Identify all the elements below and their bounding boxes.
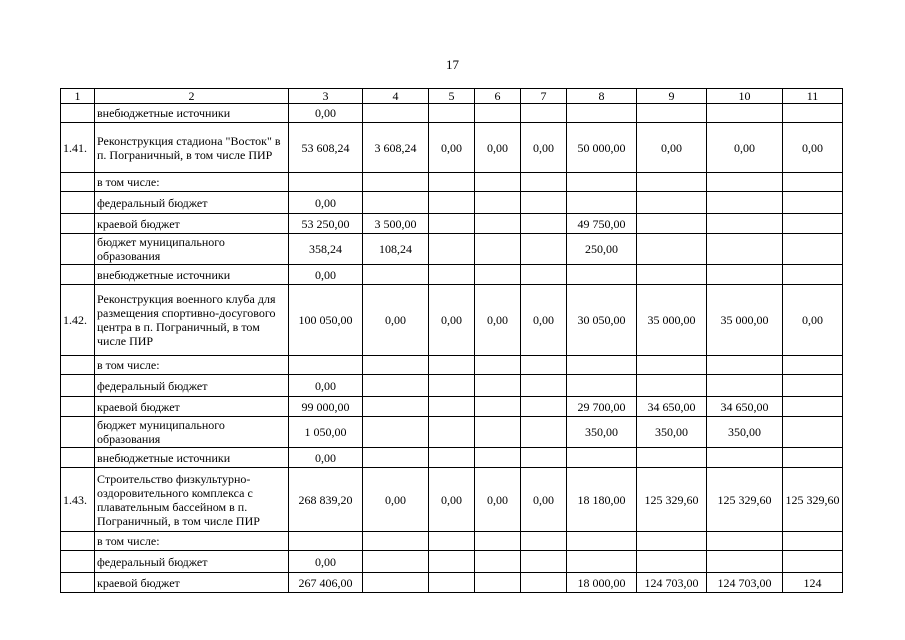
- value-cell: [707, 532, 783, 551]
- value-cell: [363, 173, 429, 192]
- value-cell: 0,00: [475, 123, 521, 173]
- value-cell: 350,00: [567, 417, 637, 448]
- value-cell: [289, 356, 363, 375]
- table-row: [61, 375, 843, 397]
- value-cell: 0,00: [429, 285, 475, 356]
- row-index: [61, 417, 95, 448]
- value-cell: 1 050,00: [289, 417, 363, 448]
- table-row: [61, 468, 843, 532]
- value-cell: [567, 192, 637, 214]
- value-cell: [521, 265, 567, 285]
- row-index: [61, 234, 95, 265]
- row-index: 1.43.: [61, 468, 95, 532]
- value-cell: [289, 532, 363, 551]
- value-cell: [521, 397, 567, 417]
- column-header: 10: [707, 89, 783, 104]
- row-index: [61, 356, 95, 375]
- value-cell: 18 000,00: [567, 573, 637, 593]
- table-row: [61, 551, 843, 573]
- value-cell: [429, 448, 475, 468]
- table-row: [61, 234, 843, 265]
- value-cell: 34 650,00: [707, 397, 783, 417]
- value-cell: 0,00: [289, 375, 363, 397]
- value-cell: [783, 417, 843, 448]
- row-name: бюджет муниципального образования: [95, 234, 289, 265]
- value-cell: [707, 356, 783, 375]
- value-cell: 0,00: [363, 468, 429, 532]
- row-index: [61, 265, 95, 285]
- value-cell: 0,00: [475, 285, 521, 356]
- value-cell: [783, 397, 843, 417]
- value-cell: 0,00: [289, 551, 363, 573]
- value-cell: 0,00: [637, 123, 707, 173]
- column-header: 2: [95, 89, 289, 104]
- value-cell: [429, 375, 475, 397]
- value-cell: [429, 192, 475, 214]
- value-cell: [707, 265, 783, 285]
- value-cell: [429, 397, 475, 417]
- value-cell: 49 750,00: [567, 214, 637, 234]
- column-number-header-row: [61, 89, 843, 104]
- value-cell: [363, 397, 429, 417]
- value-cell: [637, 356, 707, 375]
- value-cell: 0,00: [521, 285, 567, 356]
- column-header: 7: [521, 89, 567, 104]
- value-cell: [707, 214, 783, 234]
- value-cell: 0,00: [783, 123, 843, 173]
- value-cell: 100 050,00: [289, 285, 363, 356]
- value-cell: [783, 104, 843, 123]
- value-cell: [475, 375, 521, 397]
- value-cell: 18 180,00: [567, 468, 637, 532]
- value-cell: 53 608,24: [289, 123, 363, 173]
- value-cell: [429, 173, 475, 192]
- value-cell: 124: [783, 573, 843, 593]
- column-header: 9: [637, 89, 707, 104]
- value-cell: 30 050,00: [567, 285, 637, 356]
- value-cell: 124 703,00: [637, 573, 707, 593]
- row-name: краевой бюджет: [95, 214, 289, 234]
- row-name: краевой бюджет: [95, 397, 289, 417]
- row-name: внебюджетные источники: [95, 104, 289, 123]
- value-cell: [567, 356, 637, 375]
- value-cell: [567, 551, 637, 573]
- row-name: федеральный бюджет: [95, 551, 289, 573]
- value-cell: 267 406,00: [289, 573, 363, 593]
- value-cell: [637, 214, 707, 234]
- value-cell: [707, 173, 783, 192]
- value-cell: [289, 173, 363, 192]
- value-cell: 250,00: [567, 234, 637, 265]
- page-number: 17: [446, 57, 459, 72]
- value-cell: [475, 397, 521, 417]
- row-name: Строительство физкультурно-оздоровительного комплекса с плавательным бассейном в п. Пограничный, в том числе ПИР: [95, 468, 289, 532]
- value-cell: 268 839,20: [289, 468, 363, 532]
- value-cell: 0,00: [475, 468, 521, 532]
- value-cell: [475, 173, 521, 192]
- value-cell: [363, 417, 429, 448]
- row-index: [61, 173, 95, 192]
- value-cell: 0,00: [521, 468, 567, 532]
- value-cell: [429, 265, 475, 285]
- table-row: [61, 448, 843, 468]
- value-cell: 34 650,00: [637, 397, 707, 417]
- row-index: [61, 192, 95, 214]
- value-cell: [521, 417, 567, 448]
- value-cell: [637, 234, 707, 265]
- value-cell: [783, 214, 843, 234]
- column-header: 3: [289, 89, 363, 104]
- row-name: внебюджетные источники: [95, 265, 289, 285]
- value-cell: [637, 551, 707, 573]
- value-cell: [363, 265, 429, 285]
- value-cell: [521, 173, 567, 192]
- value-cell: 125 329,60: [707, 468, 783, 532]
- value-cell: 3 608,24: [363, 123, 429, 173]
- row-index: 1.42.: [61, 285, 95, 356]
- value-cell: [475, 104, 521, 123]
- row-index: [61, 375, 95, 397]
- column-header: 4: [363, 89, 429, 104]
- value-cell: [475, 234, 521, 265]
- value-cell: [707, 448, 783, 468]
- table-row: [61, 123, 843, 173]
- value-cell: [475, 192, 521, 214]
- row-name: в том числе:: [95, 173, 289, 192]
- value-cell: [567, 448, 637, 468]
- value-cell: 0,00: [783, 285, 843, 356]
- value-cell: [521, 214, 567, 234]
- value-cell: [567, 375, 637, 397]
- table-row: [61, 573, 843, 593]
- value-cell: 0,00: [289, 265, 363, 285]
- value-cell: [475, 265, 521, 285]
- value-cell: [637, 375, 707, 397]
- table-row: [61, 265, 843, 285]
- value-cell: 350,00: [707, 417, 783, 448]
- table-row: [61, 214, 843, 234]
- row-name: Реконструкция стадиона "Восток" в п. Пограничный, в том числе ПИР: [95, 123, 289, 173]
- value-cell: [567, 265, 637, 285]
- value-cell: [637, 532, 707, 551]
- value-cell: [429, 234, 475, 265]
- row-index: [61, 448, 95, 468]
- value-cell: [521, 448, 567, 468]
- value-cell: 3 500,00: [363, 214, 429, 234]
- value-cell: 99 000,00: [289, 397, 363, 417]
- row-index: 1.41.: [61, 123, 95, 173]
- value-cell: [429, 573, 475, 593]
- value-cell: 358,24: [289, 234, 363, 265]
- value-cell: [475, 551, 521, 573]
- value-cell: [783, 356, 843, 375]
- value-cell: [567, 532, 637, 551]
- value-cell: 108,24: [363, 234, 429, 265]
- value-cell: [707, 375, 783, 397]
- table-row: [61, 285, 843, 356]
- table-row: [61, 173, 843, 192]
- value-cell: [783, 192, 843, 214]
- value-cell: 50 000,00: [567, 123, 637, 173]
- value-cell: [363, 192, 429, 214]
- value-cell: [521, 573, 567, 593]
- column-header: 5: [429, 89, 475, 104]
- row-name: краевой бюджет: [95, 573, 289, 593]
- value-cell: [521, 104, 567, 123]
- row-name: федеральный бюджет: [95, 192, 289, 214]
- value-cell: [429, 356, 475, 375]
- value-cell: 0,00: [429, 123, 475, 173]
- value-cell: [783, 173, 843, 192]
- row-name: бюджет муниципального образования: [95, 417, 289, 448]
- table-row: [61, 417, 843, 448]
- value-cell: [637, 104, 707, 123]
- table-row: [61, 356, 843, 375]
- value-cell: [567, 173, 637, 192]
- value-cell: 29 700,00: [567, 397, 637, 417]
- value-cell: [783, 234, 843, 265]
- table-row: [61, 104, 843, 123]
- value-cell: [429, 417, 475, 448]
- value-cell: [783, 532, 843, 551]
- value-cell: [783, 551, 843, 573]
- value-cell: [783, 375, 843, 397]
- row-name: в том числе:: [95, 532, 289, 551]
- column-header: 6: [475, 89, 521, 104]
- row-name: внебюджетные источники: [95, 448, 289, 468]
- value-cell: 350,00: [637, 417, 707, 448]
- value-cell: [783, 448, 843, 468]
- value-cell: [707, 104, 783, 123]
- value-cell: [429, 551, 475, 573]
- value-cell: [637, 192, 707, 214]
- table-row: [61, 192, 843, 214]
- row-index: [61, 573, 95, 593]
- value-cell: [429, 214, 475, 234]
- column-header: 8: [567, 89, 637, 104]
- value-cell: [637, 265, 707, 285]
- value-cell: [363, 551, 429, 573]
- value-cell: 125 329,60: [637, 468, 707, 532]
- value-cell: [521, 356, 567, 375]
- row-name: федеральный бюджет: [95, 375, 289, 397]
- value-cell: [429, 532, 475, 551]
- column-header: 11: [783, 89, 843, 104]
- row-index: [61, 104, 95, 123]
- value-cell: [521, 551, 567, 573]
- value-cell: 0,00: [289, 192, 363, 214]
- value-cell: 0,00: [429, 468, 475, 532]
- value-cell: [521, 192, 567, 214]
- value-cell: 0,00: [289, 448, 363, 468]
- value-cell: [521, 532, 567, 551]
- column-header: 1: [61, 89, 95, 104]
- row-index: [61, 532, 95, 551]
- value-cell: [475, 532, 521, 551]
- value-cell: [363, 104, 429, 123]
- row-name: Реконструкция военного клуба для размещения спортивно-досугового центра в п. Пограничный, в том числе ПИР: [95, 285, 289, 356]
- value-cell: 53 250,00: [289, 214, 363, 234]
- value-cell: [363, 375, 429, 397]
- value-cell: [363, 356, 429, 375]
- row-index: [61, 551, 95, 573]
- value-cell: [707, 234, 783, 265]
- budget-table: [60, 88, 843, 593]
- value-cell: [707, 192, 783, 214]
- value-cell: [475, 417, 521, 448]
- value-cell: [567, 104, 637, 123]
- table-row: [61, 532, 843, 551]
- value-cell: 125 329,60: [783, 468, 843, 532]
- table-row: [61, 397, 843, 417]
- row-index: [61, 214, 95, 234]
- value-cell: [475, 356, 521, 375]
- value-cell: 0,00: [289, 104, 363, 123]
- value-cell: [363, 448, 429, 468]
- value-cell: [637, 173, 707, 192]
- value-cell: [475, 214, 521, 234]
- value-cell: 0,00: [707, 123, 783, 173]
- value-cell: [475, 448, 521, 468]
- value-cell: 0,00: [521, 123, 567, 173]
- value-cell: 0,00: [363, 285, 429, 356]
- value-cell: [521, 234, 567, 265]
- value-cell: [521, 375, 567, 397]
- value-cell: [475, 573, 521, 593]
- value-cell: [783, 265, 843, 285]
- value-cell: 35 000,00: [637, 285, 707, 356]
- row-index: [61, 397, 95, 417]
- value-cell: [637, 448, 707, 468]
- value-cell: [363, 532, 429, 551]
- row-name: в том числе:: [95, 356, 289, 375]
- value-cell: 35 000,00: [707, 285, 783, 356]
- value-cell: [363, 573, 429, 593]
- value-cell: [707, 551, 783, 573]
- value-cell: 124 703,00: [707, 573, 783, 593]
- value-cell: [429, 104, 475, 123]
